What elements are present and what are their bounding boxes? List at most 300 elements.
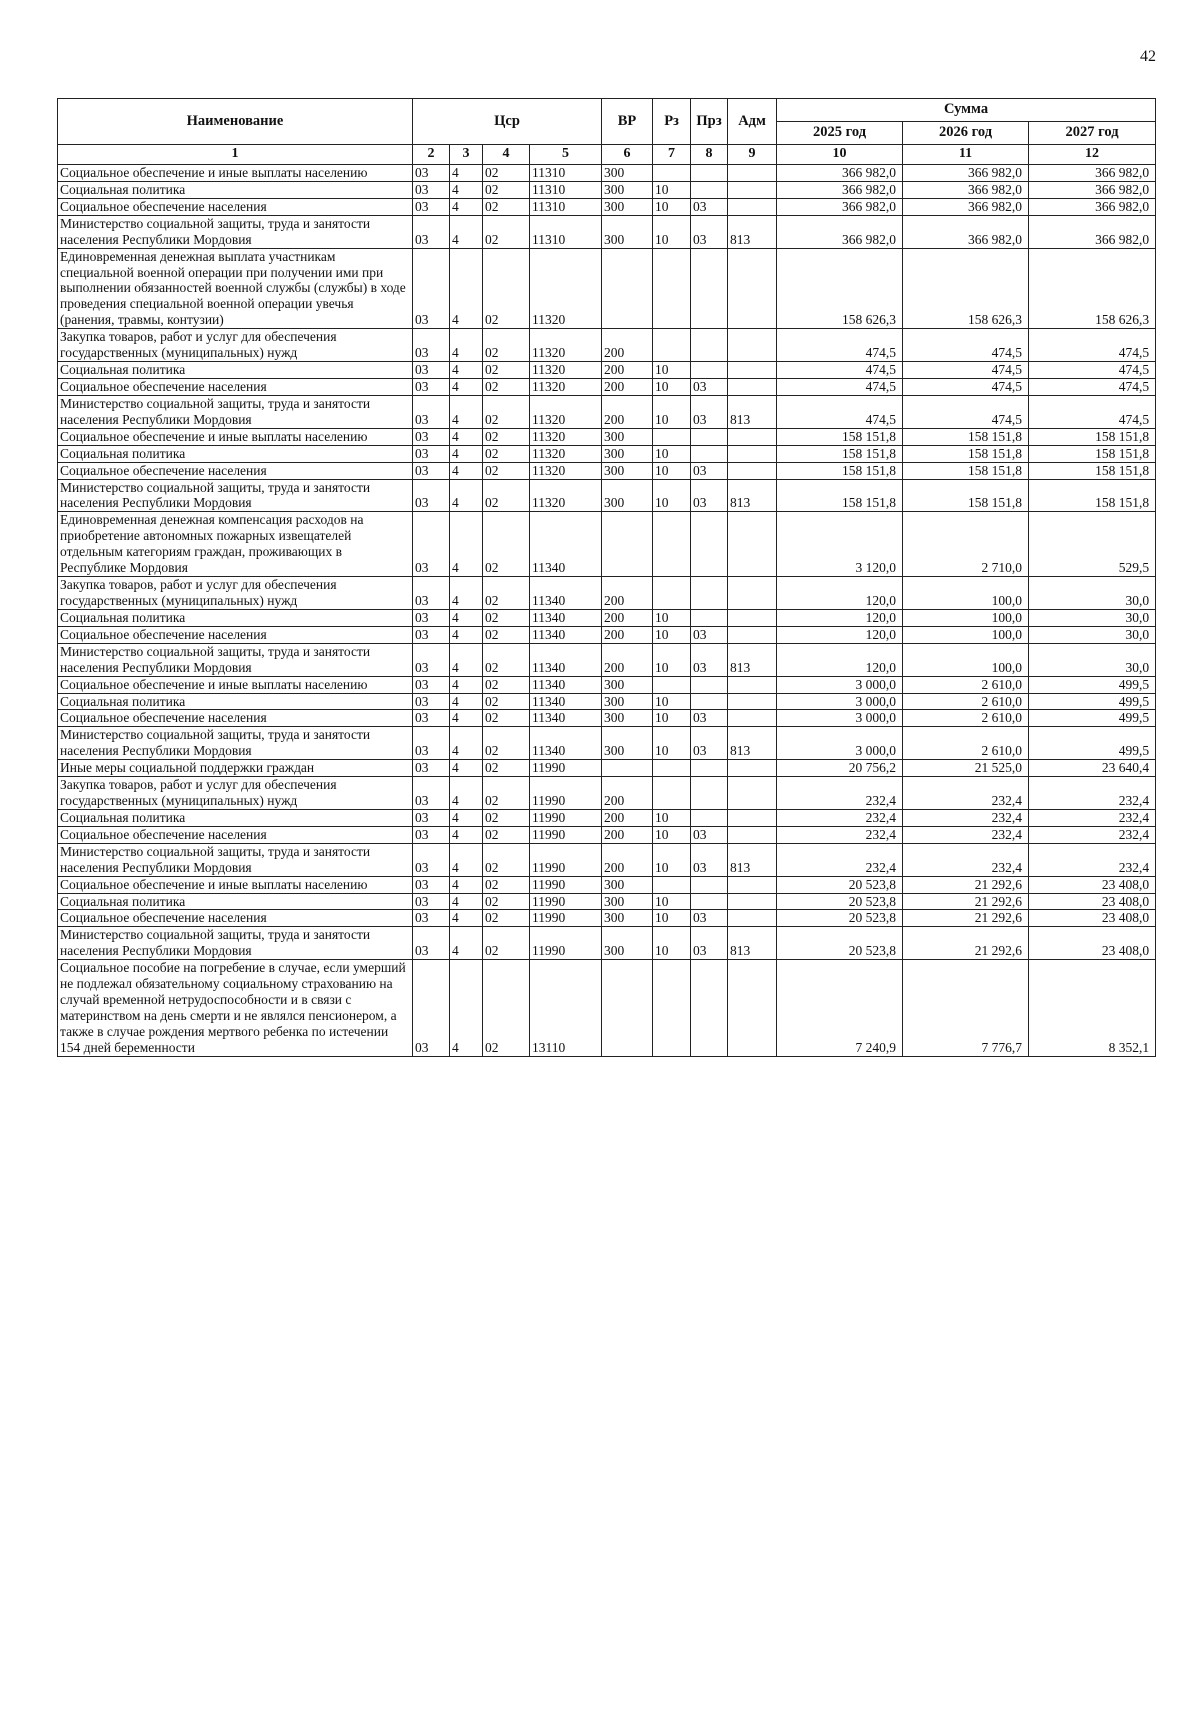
amount-2025: 158 151,8 <box>777 479 903 512</box>
amount-2027: 366 982,0 <box>1029 181 1156 198</box>
row-name: Министерство социальной защиты, труда и занятости населения Республики Мордовия <box>58 843 413 876</box>
amount-2025: 366 982,0 <box>777 181 903 198</box>
header-adm: Адм <box>728 99 777 145</box>
amount-2025: 20 523,8 <box>777 893 903 910</box>
vr-code: 200 <box>602 329 653 362</box>
csr-part-1: 03 <box>413 809 450 826</box>
amount-2025: 3 000,0 <box>777 710 903 727</box>
csr-part-2: 4 <box>450 215 483 248</box>
prz-code <box>691 893 728 910</box>
vr-code <box>602 760 653 777</box>
rz-code: 10 <box>653 362 691 379</box>
prz-code <box>691 512 728 577</box>
col-number: 3 <box>450 145 483 165</box>
prz-code: 03 <box>691 710 728 727</box>
table-row <box>58 777 1156 810</box>
table-body <box>58 165 1156 1057</box>
csr-part-3: 02 <box>483 777 530 810</box>
col-number: 8 <box>691 145 728 165</box>
csr-part-3: 02 <box>483 927 530 960</box>
vr-code <box>602 248 653 329</box>
amount-2025: 474,5 <box>777 329 903 362</box>
csr-part-2: 4 <box>450 826 483 843</box>
amount-2026: 474,5 <box>903 362 1029 379</box>
csr-part-3: 02 <box>483 378 530 395</box>
vr-code: 300 <box>602 198 653 215</box>
rz-code: 10 <box>653 181 691 198</box>
amount-2025: 474,5 <box>777 362 903 379</box>
csr-part-2: 4 <box>450 710 483 727</box>
table-row <box>58 329 1156 362</box>
vr-code: 200 <box>602 395 653 428</box>
rz-code: 10 <box>653 462 691 479</box>
adm-code <box>728 428 777 445</box>
rz-code: 10 <box>653 843 691 876</box>
rz-code: 10 <box>653 395 691 428</box>
prz-code: 03 <box>691 843 728 876</box>
amount-2025: 20 523,8 <box>777 927 903 960</box>
csr-part-1: 03 <box>413 479 450 512</box>
row-name: Социальное обеспечение населения <box>58 626 413 643</box>
csr-part-2: 4 <box>450 693 483 710</box>
amount-2027: 366 982,0 <box>1029 165 1156 182</box>
csr-part-1: 03 <box>413 165 450 182</box>
rz-code <box>653 777 691 810</box>
prz-code <box>691 777 728 810</box>
vr-code: 200 <box>602 626 653 643</box>
amount-2025: 120,0 <box>777 609 903 626</box>
rz-code <box>653 577 691 610</box>
prz-code: 03 <box>691 910 728 927</box>
row-name: Социальная политика <box>58 181 413 198</box>
csr-part-2: 4 <box>450 248 483 329</box>
amount-2025: 158 151,8 <box>777 462 903 479</box>
prz-code <box>691 428 728 445</box>
table-row <box>58 809 1156 826</box>
amount-2026: 158 151,8 <box>903 479 1029 512</box>
table-row <box>58 395 1156 428</box>
adm-code <box>728 198 777 215</box>
table-row <box>58 693 1156 710</box>
csr-part-2: 4 <box>450 626 483 643</box>
table-row <box>58 609 1156 626</box>
amount-2027: 499,5 <box>1029 727 1156 760</box>
csr-part-2: 4 <box>450 462 483 479</box>
csr-part-1: 03 <box>413 893 450 910</box>
table-row <box>58 760 1156 777</box>
vr-code: 200 <box>602 577 653 610</box>
page-number: 42 <box>1140 48 1156 65</box>
amount-2026: 158 151,8 <box>903 428 1029 445</box>
csr-part-1: 03 <box>413 626 450 643</box>
header-year-2027: 2027 год <box>1029 122 1156 145</box>
csr-part-3: 02 <box>483 329 530 362</box>
csr-part-1: 03 <box>413 428 450 445</box>
amount-2026: 2 610,0 <box>903 710 1029 727</box>
amount-2026: 474,5 <box>903 329 1029 362</box>
row-name: Социальное обеспечение населения <box>58 910 413 927</box>
row-name: Закупка товаров, работ и услуг для обеспечения государственных (муниципальных) нужд <box>58 577 413 610</box>
amount-2027: 499,5 <box>1029 693 1156 710</box>
rz-code: 10 <box>653 893 691 910</box>
csr-part-2: 4 <box>450 777 483 810</box>
prz-code: 03 <box>691 395 728 428</box>
table-row <box>58 727 1156 760</box>
amount-2026: 366 982,0 <box>903 181 1029 198</box>
csr-part-3: 02 <box>483 960 530 1057</box>
prz-code <box>691 609 728 626</box>
amount-2027: 158 151,8 <box>1029 445 1156 462</box>
amount-2027: 474,5 <box>1029 329 1156 362</box>
adm-code <box>728 826 777 843</box>
csr-part-2: 4 <box>450 676 483 693</box>
csr-part-4: 11990 <box>530 760 602 777</box>
csr-part-3: 02 <box>483 893 530 910</box>
amount-2026: 158 151,8 <box>903 462 1029 479</box>
csr-part-3: 02 <box>483 577 530 610</box>
csr-part-4: 11320 <box>530 428 602 445</box>
csr-part-4: 11320 <box>530 362 602 379</box>
amount-2025: 366 982,0 <box>777 198 903 215</box>
adm-code: 813 <box>728 843 777 876</box>
csr-part-3: 02 <box>483 910 530 927</box>
row-name: Закупка товаров, работ и услуг для обеспечения государственных (муниципальных) нужд <box>58 777 413 810</box>
csr-part-2: 4 <box>450 165 483 182</box>
amount-2027: 158 151,8 <box>1029 462 1156 479</box>
csr-part-3: 02 <box>483 727 530 760</box>
csr-part-2: 4 <box>450 329 483 362</box>
prz-code: 03 <box>691 927 728 960</box>
header-rz: Рз <box>653 99 691 145</box>
adm-code: 813 <box>728 215 777 248</box>
csr-part-2: 4 <box>450 727 483 760</box>
csr-part-1: 03 <box>413 198 450 215</box>
csr-part-4: 11340 <box>530 609 602 626</box>
csr-part-4: 11340 <box>530 626 602 643</box>
csr-part-3: 02 <box>483 676 530 693</box>
csr-part-3: 02 <box>483 760 530 777</box>
amount-2025: 120,0 <box>777 626 903 643</box>
header-vr: ВР <box>602 99 653 145</box>
table-row <box>58 960 1156 1057</box>
amount-2027: 158 151,8 <box>1029 479 1156 512</box>
row-name: Министерство социальной защиты, труда и занятости населения Республики Мордовия <box>58 215 413 248</box>
vr-code: 300 <box>602 727 653 760</box>
rz-code <box>653 428 691 445</box>
csr-part-1: 03 <box>413 181 450 198</box>
row-name: Социальная политика <box>58 362 413 379</box>
row-name: Министерство социальной защиты, труда и занятости населения Республики Мордовия <box>58 395 413 428</box>
vr-code <box>602 512 653 577</box>
table-row <box>58 893 1156 910</box>
row-name: Социальное обеспечение населения <box>58 198 413 215</box>
csr-part-1: 03 <box>413 609 450 626</box>
csr-part-1: 03 <box>413 777 450 810</box>
csr-part-2: 4 <box>450 843 483 876</box>
amount-2025: 232,4 <box>777 843 903 876</box>
vr-code: 300 <box>602 479 653 512</box>
row-name: Социальная политика <box>58 693 413 710</box>
vr-code: 300 <box>602 676 653 693</box>
amount-2025: 3 120,0 <box>777 512 903 577</box>
budget-table <box>57 98 1156 1057</box>
csr-part-4: 11320 <box>530 395 602 428</box>
csr-part-3: 02 <box>483 215 530 248</box>
csr-part-1: 03 <box>413 512 450 577</box>
csr-part-1: 03 <box>413 910 450 927</box>
table-row <box>58 181 1156 198</box>
csr-part-3: 02 <box>483 181 530 198</box>
prz-code <box>691 362 728 379</box>
rz-code: 10 <box>653 710 691 727</box>
csr-part-1: 03 <box>413 577 450 610</box>
csr-part-4: 11320 <box>530 479 602 512</box>
csr-part-4: 11990 <box>530 876 602 893</box>
amount-2027: 30,0 <box>1029 626 1156 643</box>
row-name: Социальная политика <box>58 445 413 462</box>
adm-code <box>728 693 777 710</box>
vr-code: 200 <box>602 826 653 843</box>
amount-2026: 158 151,8 <box>903 445 1029 462</box>
adm-code: 813 <box>728 927 777 960</box>
csr-part-3: 02 <box>483 462 530 479</box>
adm-code <box>728 512 777 577</box>
adm-code <box>728 809 777 826</box>
csr-part-1: 03 <box>413 693 450 710</box>
amount-2025: 474,5 <box>777 395 903 428</box>
csr-part-3: 02 <box>483 165 530 182</box>
amount-2025: 232,4 <box>777 777 903 810</box>
table-row <box>58 165 1156 182</box>
vr-code: 300 <box>602 165 653 182</box>
rz-code: 10 <box>653 198 691 215</box>
prz-code <box>691 248 728 329</box>
amount-2026: 2 610,0 <box>903 727 1029 760</box>
vr-code: 300 <box>602 927 653 960</box>
adm-code: 813 <box>728 395 777 428</box>
csr-part-2: 4 <box>450 643 483 676</box>
row-name: Социальное обеспечение населения <box>58 378 413 395</box>
amount-2026: 7 776,7 <box>903 960 1029 1057</box>
col-number: 6 <box>602 145 653 165</box>
csr-part-4: 11320 <box>530 462 602 479</box>
vr-code: 200 <box>602 777 653 810</box>
amount-2027: 232,4 <box>1029 843 1156 876</box>
amount-2027: 23 640,4 <box>1029 760 1156 777</box>
csr-part-2: 4 <box>450 910 483 927</box>
csr-part-1: 03 <box>413 876 450 893</box>
vr-code: 300 <box>602 693 653 710</box>
rz-code <box>653 329 691 362</box>
amount-2025: 3 000,0 <box>777 693 903 710</box>
amount-2027: 499,5 <box>1029 710 1156 727</box>
vr-code: 300 <box>602 710 653 727</box>
csr-part-1: 03 <box>413 362 450 379</box>
csr-part-1: 03 <box>413 760 450 777</box>
prz-code <box>691 809 728 826</box>
row-name: Единовременная денежная компенсация расходов на приобретение автономных пожарных извещателей отдельным категориям граждан, проживающих в Республике Мордовия <box>58 512 413 577</box>
amount-2025: 120,0 <box>777 577 903 610</box>
csr-part-4: 11310 <box>530 215 602 248</box>
table-row <box>58 215 1156 248</box>
prz-code <box>691 165 728 182</box>
csr-part-3: 02 <box>483 479 530 512</box>
csr-part-3: 02 <box>483 248 530 329</box>
vr-code <box>602 960 653 1057</box>
csr-part-1: 03 <box>413 727 450 760</box>
row-name: Министерство социальной защиты, труда и занятости населения Республики Мордовия <box>58 479 413 512</box>
csr-part-3: 02 <box>483 626 530 643</box>
vr-code: 200 <box>602 378 653 395</box>
rz-code: 10 <box>653 609 691 626</box>
csr-part-4: 11340 <box>530 643 602 676</box>
csr-part-4: 13110 <box>530 960 602 1057</box>
prz-code <box>691 577 728 610</box>
col-number: 2 <box>413 145 450 165</box>
csr-part-3: 02 <box>483 512 530 577</box>
csr-part-4: 11990 <box>530 893 602 910</box>
col-number: 9 <box>728 145 777 165</box>
amount-2026: 100,0 <box>903 577 1029 610</box>
csr-part-2: 4 <box>450 927 483 960</box>
csr-part-4: 11990 <box>530 910 602 927</box>
csr-part-3: 02 <box>483 643 530 676</box>
csr-part-4: 11320 <box>530 248 602 329</box>
amount-2027: 474,5 <box>1029 395 1156 428</box>
amount-2027: 232,4 <box>1029 777 1156 810</box>
amount-2027: 30,0 <box>1029 577 1156 610</box>
amount-2027: 30,0 <box>1029 609 1156 626</box>
row-name: Министерство социальной защиты, труда и занятости населения Республики Мордовия <box>58 927 413 960</box>
csr-part-4: 11340 <box>530 512 602 577</box>
adm-code <box>728 777 777 810</box>
col-number: 11 <box>903 145 1029 165</box>
row-name: Социальная политика <box>58 893 413 910</box>
amount-2026: 21 292,6 <box>903 876 1029 893</box>
amount-2027: 366 982,0 <box>1029 198 1156 215</box>
adm-code <box>728 910 777 927</box>
amount-2026: 366 982,0 <box>903 198 1029 215</box>
vr-code: 200 <box>602 809 653 826</box>
csr-part-2: 4 <box>450 609 483 626</box>
rz-code: 10 <box>653 643 691 676</box>
rz-code: 10 <box>653 215 691 248</box>
csr-part-2: 4 <box>450 479 483 512</box>
amount-2027: 529,5 <box>1029 512 1156 577</box>
csr-part-4: 11310 <box>530 165 602 182</box>
amount-2025: 232,4 <box>777 826 903 843</box>
row-name: Единовременная денежная выплата участникам специальной военной операции при получении ими при выполнении обязанностей военной службы (службы) в ходе проведения специальной военной операции увечья (ранения, травмы, контузии) <box>58 248 413 329</box>
csr-part-1: 03 <box>413 462 450 479</box>
amount-2027: 499,5 <box>1029 676 1156 693</box>
csr-part-1: 03 <box>413 643 450 676</box>
table-row <box>58 927 1156 960</box>
header-sum: Сумма <box>777 99 1156 122</box>
csr-part-2: 4 <box>450 512 483 577</box>
csr-part-3: 02 <box>483 710 530 727</box>
rz-code: 10 <box>653 809 691 826</box>
row-name: Социальное обеспечение и иные выплаты населению <box>58 676 413 693</box>
amount-2026: 158 626,3 <box>903 248 1029 329</box>
csr-part-2: 4 <box>450 960 483 1057</box>
row-name: Социальное обеспечение и иные выплаты населению <box>58 876 413 893</box>
rz-code <box>653 512 691 577</box>
amount-2025: 158 151,8 <box>777 445 903 462</box>
csr-part-2: 4 <box>450 395 483 428</box>
csr-part-4: 11990 <box>530 826 602 843</box>
rz-code: 10 <box>653 378 691 395</box>
csr-part-4: 11310 <box>530 181 602 198</box>
row-name: Социальное обеспечение и иные выплаты населению <box>58 165 413 182</box>
row-name: Социальная политика <box>58 609 413 626</box>
adm-code <box>728 181 777 198</box>
csr-part-2: 4 <box>450 760 483 777</box>
adm-code <box>728 577 777 610</box>
csr-part-1: 03 <box>413 676 450 693</box>
adm-code <box>728 609 777 626</box>
csr-part-3: 02 <box>483 395 530 428</box>
prz-code: 03 <box>691 643 728 676</box>
amount-2025: 158 626,3 <box>777 248 903 329</box>
amount-2026: 100,0 <box>903 626 1029 643</box>
amount-2025: 366 982,0 <box>777 215 903 248</box>
prz-code: 03 <box>691 826 728 843</box>
csr-part-4: 11990 <box>530 809 602 826</box>
csr-part-1: 03 <box>413 329 450 362</box>
csr-part-1: 03 <box>413 248 450 329</box>
vr-code: 200 <box>602 843 653 876</box>
vr-code: 300 <box>602 893 653 910</box>
amount-2025: 474,5 <box>777 378 903 395</box>
table-row <box>58 198 1156 215</box>
row-name: Социальное обеспечение населения <box>58 826 413 843</box>
csr-part-2: 4 <box>450 378 483 395</box>
csr-part-4: 11320 <box>530 445 602 462</box>
prz-code <box>691 181 728 198</box>
table-row <box>58 462 1156 479</box>
csr-part-1: 03 <box>413 927 450 960</box>
amount-2026: 21 292,6 <box>903 910 1029 927</box>
adm-code <box>728 248 777 329</box>
adm-code <box>728 760 777 777</box>
csr-part-3: 02 <box>483 609 530 626</box>
amount-2027: 158 151,8 <box>1029 428 1156 445</box>
csr-part-1: 03 <box>413 395 450 428</box>
csr-part-4: 11990 <box>530 843 602 876</box>
amount-2027: 23 408,0 <box>1029 910 1156 927</box>
amount-2026: 232,4 <box>903 809 1029 826</box>
col-number: 4 <box>483 145 530 165</box>
rz-code: 10 <box>653 826 691 843</box>
vr-code: 300 <box>602 428 653 445</box>
rz-code <box>653 760 691 777</box>
prz-code: 03 <box>691 215 728 248</box>
adm-code <box>728 362 777 379</box>
col-number: 10 <box>777 145 903 165</box>
amount-2025: 232,4 <box>777 809 903 826</box>
amount-2025: 3 000,0 <box>777 676 903 693</box>
csr-part-2: 4 <box>450 181 483 198</box>
amount-2026: 366 982,0 <box>903 215 1029 248</box>
table-row <box>58 826 1156 843</box>
adm-code <box>728 710 777 727</box>
header-year-2026: 2026 год <box>903 122 1029 145</box>
rz-code <box>653 676 691 693</box>
table-row <box>58 445 1156 462</box>
csr-part-4: 11340 <box>530 727 602 760</box>
csr-part-2: 4 <box>450 577 483 610</box>
header-name: Наименование <box>58 99 413 145</box>
